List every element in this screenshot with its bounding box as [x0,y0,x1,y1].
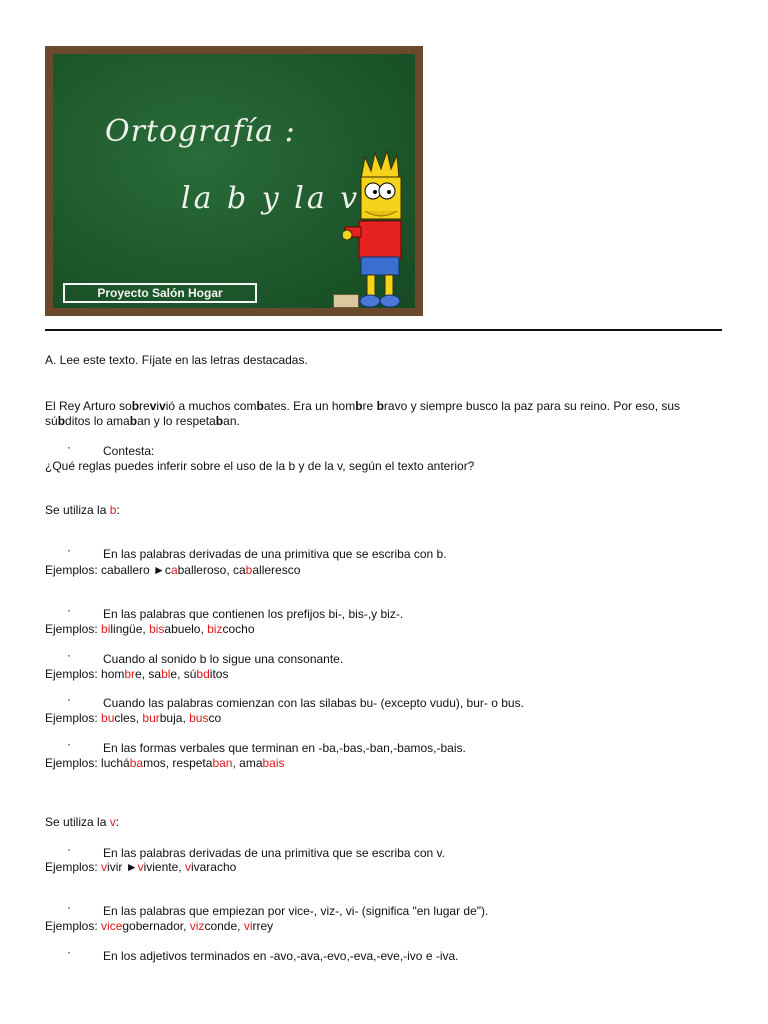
highlighted-letters: vi [243,919,253,933]
story-line-1 [45,399,680,413]
rule-text: Cuando al sonido b lo sigue una consonante. [103,652,344,666]
highlighted-letters: viz [189,919,205,933]
highlighted-letters: b [245,563,253,577]
highlighted-letters: biz [207,622,223,636]
rule-v-1-example [45,860,236,874]
bullet-dot: · [67,900,71,914]
text-segment: Ejemplos: luchá [45,756,130,770]
text-segment: Se utiliza la [45,815,110,829]
chalkboard-banner [45,46,423,316]
bullet-dot: · [67,737,71,751]
highlighted-letters: bur [142,711,160,725]
text-segment: i [156,399,160,413]
rule-v-2-example [45,919,273,933]
rule-text: En las palabras que contienen los prefijos bi-, bis-,y biz-. [103,607,404,621]
text-segment: ballero [177,563,214,577]
rule-text: En los adjetivos terminados en -avo,-ava,-evo,-eva,-eve,-ivo e -iva. [103,949,459,963]
text-segment: Se utiliza la [45,503,110,517]
text-segment: , ama [232,756,263,770]
bold-letter: b [57,414,66,428]
bullet-dot: · [67,842,71,856]
chalk-eraser-illustration [333,294,359,308]
highlighted-letters: bis [149,622,165,636]
bold-letter: b [355,399,363,413]
text-segment: gobernador, [122,919,190,933]
text-segment: an y lo respeta [137,414,216,428]
text-segment: Ejemplos: [45,622,102,636]
banner-title: Ortografía : [105,114,296,149]
highlighted-letters: bais [262,756,285,770]
text-segment: re [139,399,150,413]
chalkboard-surface [53,54,415,308]
text-segment: re [362,399,377,413]
text-segment: co [208,711,222,725]
question-label: Contesta: [103,444,155,458]
bold-letter: b [129,414,138,428]
bold-letter: b [376,399,384,413]
text-segment: an. [223,414,240,428]
bold-letter: b [256,399,264,413]
text-segment: Ejemplos: hom [45,667,125,681]
rule-b-4-example [45,711,221,725]
text-segment: El Rey Arturo so [45,399,132,413]
text-segment: cocho [222,622,255,636]
rule-b-3-example [45,667,228,681]
bullet-dot: · [67,440,71,454]
rule-text: En las formas verbales que terminan en -ba,-bas,-ban,-bamos,-bais. [103,741,466,755]
rule-text: En las palabras derivadas de una primitiva que se escriba con b. [103,547,447,561]
bullet-dot: · [67,603,71,617]
highlighted-letters: bd [196,667,210,681]
text-segment: lingüe, [110,622,150,636]
text-segment: ió a muchos com [165,399,257,413]
text-segment: Ejemplos: [45,860,102,874]
banner-project-label: Proyecto Salón Hogar [63,283,257,303]
bold-letter: b [215,414,224,428]
text-segment: so, ca [213,563,246,577]
text-segment: ivaracho [190,860,237,874]
highlighted-letters: bl [161,667,171,681]
highlighted-letters: bus [189,711,209,725]
text-segment: e, sa [135,667,162,681]
bullet-dot: · [67,648,71,662]
highlighted-letters: vice [101,919,123,933]
bullet-dot: · [67,692,71,706]
instruction-text: A. Lee este texto. Fíjate en las letras destacadas. [45,353,308,367]
text-segment: abuelo, [164,622,208,636]
highlighted-letters: v [184,860,191,874]
text-segment: mos, respeta [143,756,213,770]
horizontal-divider [45,329,722,331]
text-segment: alleresco [252,563,301,577]
text-segment: e, sú [170,667,197,681]
text-segment: Ejemplos: [45,711,102,725]
bold-letter: v [149,399,157,413]
text-segment: ates. Era un hom [263,399,356,413]
rule-text: En las palabras que empiezan por vice-, viz-, vi- (significa "en lugar de"). [103,904,489,918]
text-segment: rrey [252,919,274,933]
bold-letter: v [159,399,166,413]
rule-b-5-example [45,756,285,770]
question-text: ¿Qué reglas puedes inferir sobre el uso de la b y de la v, según el texto anterior? [45,459,475,473]
highlighted-letters: a [170,563,178,577]
highlighted-letters: v [109,815,116,829]
rule-text: Cuando las palabras comienzan con las silabas bu- (excepto vudu), bur- o bus. [103,696,524,710]
text-segment: itos [209,667,229,681]
text-segment: Ejemplos: [45,919,102,933]
text-segment: : [115,815,120,829]
section-v-heading [45,815,119,829]
highlighted-letters: ba [129,756,144,770]
rule-b-2-example [45,622,255,636]
highlighted-letters: b [109,503,117,517]
text-segment: ivir ► [107,860,138,874]
highlighted-letters: v [137,860,144,874]
story-line-2 [45,414,240,428]
text-segment: cles, [114,711,143,725]
cartoon-character-illustration [343,149,415,314]
bullet-dot: · [67,543,71,557]
text-segment: ditos lo ama [65,414,130,428]
text-segment: iviente, [143,860,185,874]
bullet-dot: · [67,945,71,959]
section-b-heading [45,503,120,517]
rule-b-1-example [45,563,300,577]
highlighted-letters: v [101,860,108,874]
text-segment: ravo y siempre busco la paz para su reino. Por eso, sus [383,399,681,413]
bold-letter: b [131,399,140,413]
highlighted-letters: ban [212,756,233,770]
banner-subtitle: la b y la v [181,181,361,216]
text-segment: sú [45,414,58,428]
text-segment: conde, [204,919,244,933]
text-segment: : [116,503,120,517]
text-segment: Ejemplos: caballero ►c [45,563,171,577]
highlighted-letters: br [124,667,136,681]
highlighted-letters: bu [101,711,115,725]
rule-text: En las palabras derivadas de una primitiva que se escriba con v. [103,846,445,860]
text-segment: buja, [159,711,190,725]
highlighted-letters: bi [101,622,111,636]
